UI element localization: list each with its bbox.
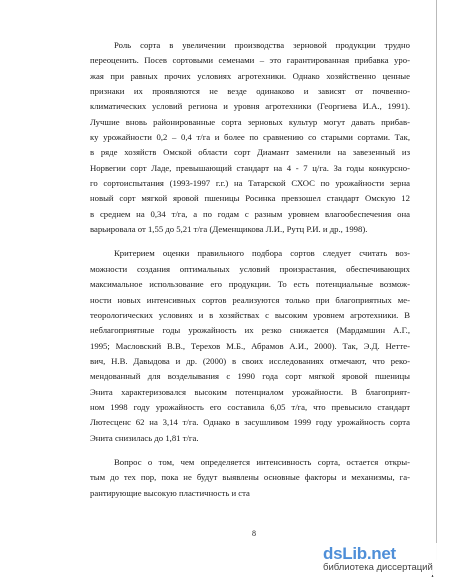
paragraph <box>90 455 410 501</box>
text-line: признаки их проявляются не везде одинаково и зависят от почвенно- <box>90 86 410 97</box>
text-line: тым до тех пор, пока не будут выявлены основные факторы и механизмы, га- <box>90 472 410 483</box>
text-line: ку урожайности 0,2 – 0,4 т/га и более по сравнению со старыми сортами. Так, <box>90 132 410 143</box>
watermark-logo: dsLib.net <box>323 544 396 563</box>
paragraph <box>90 38 410 237</box>
text-line: рантирующие высокую пластичность и ста <box>90 487 250 498</box>
text-line: 1995; Масловский В.В., Терехов М.Б., Абрамов А.И., 2000). Так, Э.Д. Неттe- <box>90 340 410 351</box>
text-line: ности новых интенсивных сортов реализуются только при благоприятных ме- <box>90 294 410 305</box>
watermark-caption: библиотека диссертаций <box>323 562 433 573</box>
paragraph <box>90 246 410 445</box>
text-line: Норвегии сорт Ладе, превышающий стандарт на 4 - 7 ц/га. За годы конкурсно- <box>90 162 410 173</box>
page-edge-line <box>436 0 437 560</box>
page-number: 8 <box>252 529 256 538</box>
text-line: в среднем на 0,34 т/га, а по годам с разным уровнем влагообеспечения она <box>90 208 410 219</box>
text-line: вич, Н.В. Давыдова и др. (2000) в своих исследованиях отмечают, что реко- <box>90 355 410 366</box>
text-line: жая при равных прочих условиях агротехники. Однако хозяйственно ценные <box>90 70 410 81</box>
text-line: Вопрос о том, чем определяется интенсивность сорта, остается откры- <box>114 456 410 467</box>
watermark <box>323 543 441 575</box>
text-line: Лютесценс 62 на 3,14 т/га. Однако в засушливом 1999 году урожайность сорта <box>90 417 410 428</box>
text-line: го сортоиспытания (1993-1997 г.г.) на Татарской СХОС по урожайности зерна <box>90 178 410 189</box>
text-line: переоценить. Посев сортовыми семенами – это гарантированная прибавка уро- <box>90 55 410 66</box>
text-line: можности создания оптимальных условий произрастания, обеспечивающих <box>90 263 410 274</box>
text-line: Энита снизилась до 1,81 т/га. <box>90 432 199 443</box>
text-line: неблагоприятные годы урожайность их резко снижается (Мардамшин А.Г., <box>90 325 410 336</box>
text-line: Роль сорта в увеличении производства зерновой продукции трудно <box>114 40 410 50</box>
text-line: мендованный для возделывания с 1990 года сорт мягкой яровой пшеницы <box>90 371 410 382</box>
text-line: Лучшие вновь районированные сорта зерновых культур могут давать прибав- <box>90 116 410 127</box>
body-text <box>90 38 410 501</box>
text-line: теорологических условиях и в хозяйствах с высоким уровнем агротехники. В <box>90 309 410 320</box>
text-line: Энита характеризовался высоким потенциалом урожайности. В благоприят- <box>90 386 410 397</box>
text-line: ном 1998 году урожайность его составила 6,05 т/га, что превысило стандарт <box>90 401 410 412</box>
text-line: максимальное использование его продукции. То есть потенциальные возмож- <box>90 279 410 290</box>
text-line: новый сорт мягкой яровой пшеницы Росинка превзошел стандарт Омскую 12 <box>90 193 410 204</box>
text-line: Критерием оценки правильного подбора сортов следует считать воз- <box>114 248 410 259</box>
text-line: климатических условий региона и уровня агротехники (Георгиева И.А., 1991). <box>90 101 410 112</box>
paragraph-gap <box>90 237 410 246</box>
text-line: в ряде хозяйств Омской области сорт Диамант заменили на завезенный из <box>90 147 410 158</box>
text-line: варьировала от 1,55 до 5,21 т/га (Деменщикова Л.И., Рутц Р.И. и др., 1998). <box>90 224 368 235</box>
paragraph-gap <box>90 446 410 455</box>
